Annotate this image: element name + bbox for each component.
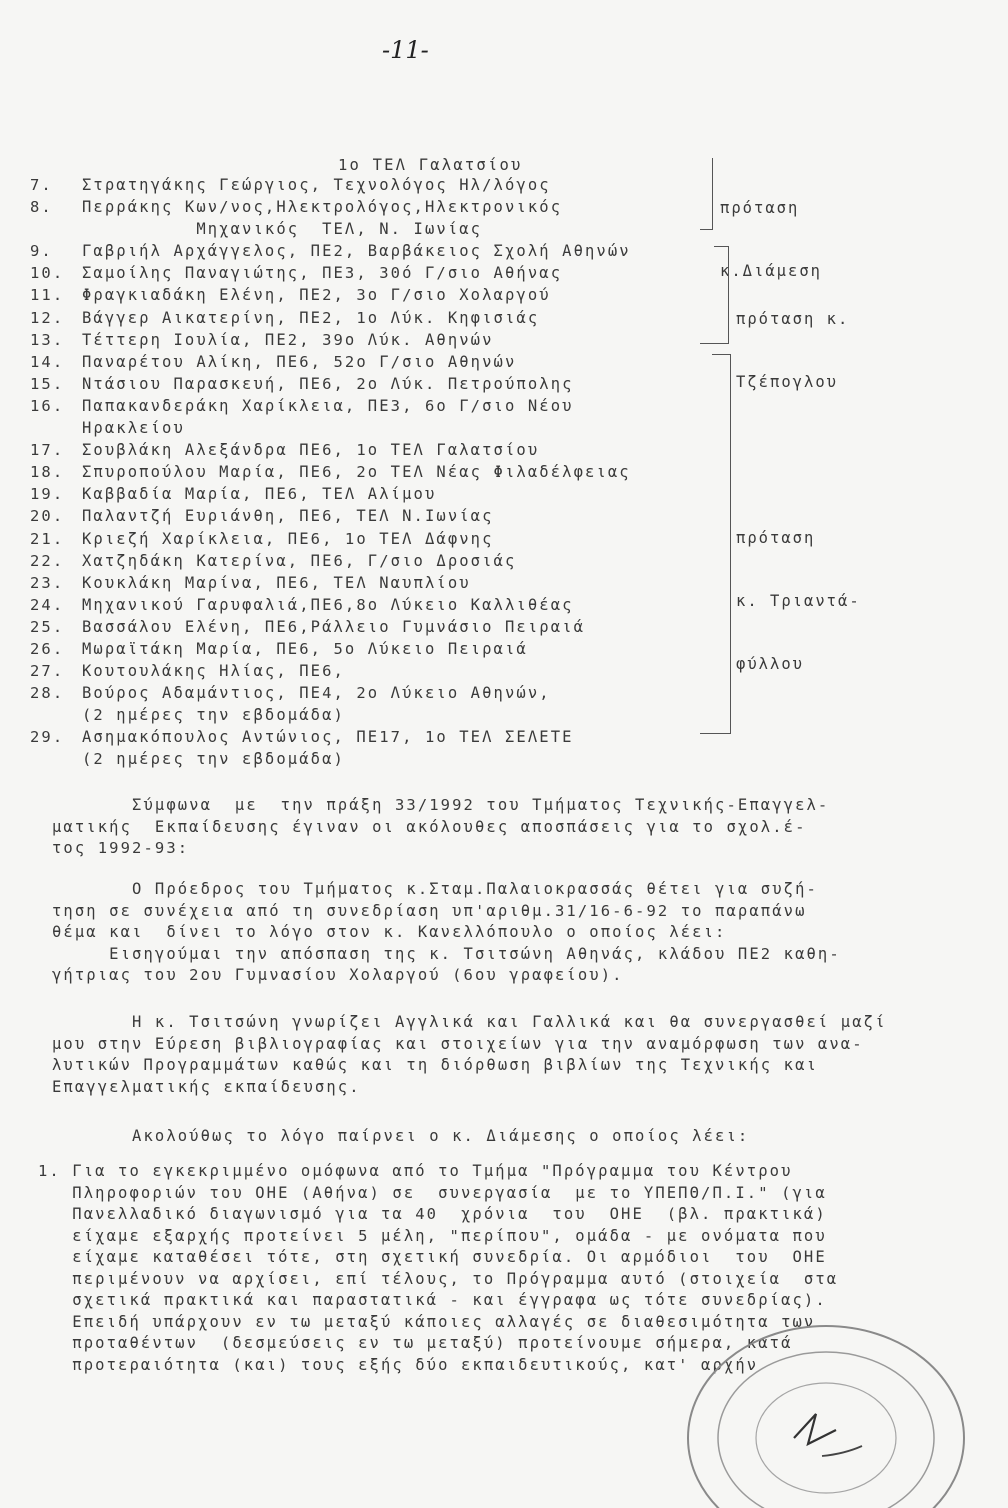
paragraph-proedros: Ο Πρόεδρος του Τμήματος κ.Σταμ.Παλαιοκρασσάς θέτει για συζή- τηση σε συνέχεια από τη συνεδρίαση υπ'αριθμ.31/16-6-92 το παραπάνω θέμα και δίνει το λόγο στον κ. Κανελλόπουλο ο οποίος λέει: Εισηγούμαι την απόσπαση της κ. Τσιτσώνη Αθηνάς, κλάδου ΠΕ2 καθη- γήτριας του 2ου Γυμνασίου Χολαργού (6ου γραφείου). — [52, 880, 841, 984]
proposal-line: πρόταση — [736, 529, 816, 547]
list-item — [30, 331, 631, 353]
bracket-tick — [714, 246, 728, 247]
list-item — [30, 530, 631, 552]
list-item — [30, 176, 631, 198]
school-header: 1ο ΤΕΛ Γαλατσίου — [338, 156, 523, 174]
list-item-number: 26. — [30, 639, 65, 658]
list-item-text: Ασημακόπουλος Αντώνιος, ΠΕ17, 1ο ΤΕΛ ΣΕΛΕΤΕ — [82, 728, 574, 747]
list-item-text: Παναρέτου Αλίκη, ΠΕ6, 52ο Γ/σιο Αθηνών — [82, 352, 517, 371]
list-item — [30, 419, 631, 441]
list-item-number: 16. — [30, 396, 65, 415]
list-item — [30, 353, 631, 375]
list-item-number: 23. — [30, 573, 65, 592]
list-item-text: Ηρακλείου — [82, 419, 185, 438]
list-item-number: 8. — [30, 198, 53, 217]
list-item-text: Φραγκιαδάκη Ελένη, ΠΕ2, 3ο Γ/σιο Χολαργού — [82, 286, 551, 305]
list-item-number: 14. — [30, 352, 65, 371]
list-item — [30, 750, 631, 772]
list-item — [30, 618, 631, 640]
list-item-text: Παπακανδεράκη Χαρίκλεια, ΠΕ3, 6ο Γ/σιο Νέου — [82, 396, 574, 415]
list-item — [30, 574, 631, 596]
bracket-tick — [700, 733, 730, 734]
list-item-number: 17. — [30, 441, 65, 460]
list-item — [30, 684, 631, 706]
list-item-number: 21. — [30, 529, 65, 548]
list-item-text: Κουτουλάκης Ηλίας, ΠΕ6, — [82, 662, 345, 681]
proposal-line: Τζέπογλου — [736, 373, 838, 391]
list-item-number: 28. — [30, 684, 65, 703]
list-item-text: Σπυροπούλου Μαρία, ΠΕ6, 2ο ΤΕΛ Νέας Φιλαδέλφειας — [82, 463, 631, 482]
proposal-line: φύλλου — [736, 655, 804, 673]
list-item — [30, 463, 631, 485]
list-item-number: 19. — [30, 485, 65, 504]
paragraph-point-1: 1. Για το εγκεκριμμένο ομόφωνα από το Τμήμα "Πρόγραμμα του Κέντρου Πληροφοριών του ΟΗΕ (Αθήνα) σε συνεργασία με το ΥΠΕΠΘ/Π.Ι." (για Πανελλαδικό διαγωνισμό για τα 40 χρόνια του ΟΗΕ (βλ. πρακτικά) είχαμε εξαρχής προτείνει 5 μέλη, "περίπου", ομάδα - με ονόματα που είχαμε καταθέσει τότε, στη σχετική συνεδρία. Οι αρμόδιοι του ΟΗΕ περιμένουν να αρχίσει, επί τέλους, το Πρόγραμμα αυτό (στοιχεία στα σχετικά πρακτικά και παραστατικά - και έγγραφα ως τότε συνεδρίας). Επειδή υπάρχουν εν τω μεταξύ κάποιες αλλαγές σε διαθεσιμότητα των προταθέντων (δεσμεύσεις εν τω μεταξύ) προτείνουμε σήμερα, κατά προτεραιότητα (και) τους εξής δύο εκπαιδευτικούς, κατ' αρχήν — [38, 1162, 839, 1374]
bracket-tick — [700, 343, 728, 344]
list-item-text: Καββαδία Μαρία, ΠΕ6, ΤΕΛ Αλίμου — [82, 485, 437, 504]
list-item-text: Κουκλάκη Μαρίνα, ΠΕ6, ΤΕΛ Ναυπλίου — [82, 573, 471, 592]
list-item-number: 15. — [30, 374, 65, 393]
list-item — [30, 552, 631, 574]
paragraph-diamesis-intro: Ακολούθως το λόγο παίρνει ο κ. Διάμεσης ο οποίος λέει: — [52, 1127, 750, 1145]
list-item — [30, 596, 631, 618]
proposal-line: πρόταση κ. — [736, 310, 850, 328]
official-stamp-seal — [676, 1318, 966, 1508]
bracket-line — [712, 158, 713, 230]
list-item — [30, 640, 631, 662]
list-item-text: Χατζηδάκη Κατερίνα, ΠΕ6, Γ/σιο Δροσιάς — [82, 551, 517, 570]
bracket-tick — [712, 354, 730, 355]
proposal-tzepoglou — [736, 267, 849, 435]
list-item-number: 7. — [30, 176, 53, 194]
list-item-text: Βούρος Αδαμάντιος, ΠΕ4, 2ο Λύκειο Αθηνών, — [82, 684, 551, 703]
list-item-text: (2 ημέρες την εβδομάδα) — [82, 750, 345, 769]
list-item — [30, 485, 631, 507]
list-item — [30, 309, 631, 331]
list-item-number: 20. — [30, 507, 65, 526]
page-number: -11- — [382, 36, 429, 64]
list-item — [30, 706, 631, 728]
list-item-text: Στρατηγάκης Γεώργιος, Τεχνολόγος Ηλ/λόγος — [82, 176, 551, 194]
list-item — [30, 220, 631, 242]
list-item-number: 24. — [30, 595, 65, 614]
list-item-number: 29. — [30, 728, 65, 747]
list-item-text: Παλαντζή Ευριάνθη, ΠΕ6, ΤΕΛ Ν.Ιωνίας — [82, 507, 494, 526]
list-item-text: (2 ημέρες την εβδομάδα) — [82, 706, 345, 725]
proposal-line: κ.Διάμεση — [720, 262, 822, 280]
paragraph-praxi: Σύμφωνα με την πράξη 33/1992 του Τμήματος Τεχνικής-Επαγγελ- ματικής Εκπαίδευσης έγιναν οι ακόλουθες αποσπάσεις για το σχολ.έ- τος 1992-93: — [52, 796, 830, 857]
list-item-text: Γαβριήλ Αρχάγγελος, ΠΕ2, Βαρβάκειος Σχολή Αθηνών — [82, 242, 631, 261]
list-item-number: 11. — [30, 286, 65, 305]
list-item-number: 9. — [30, 242, 53, 261]
appointment-list — [30, 176, 631, 773]
list-item — [30, 375, 631, 397]
bracket-tick — [700, 229, 712, 230]
proposal-line: πρόταση — [720, 199, 800, 217]
list-item-number: 25. — [30, 617, 65, 636]
list-item — [30, 728, 631, 750]
list-item-number: 12. — [30, 308, 65, 327]
list-item — [30, 441, 631, 463]
list-item — [30, 397, 631, 419]
list-item — [30, 264, 631, 286]
bracket-line — [730, 354, 731, 734]
list-item-number: 22. — [30, 551, 65, 570]
list-item-text: Τέττερη Ιουλία, ΠΕ2, 39ο Λύκ. Αθηνών — [82, 330, 494, 349]
list-item-text: Σουβλάκη Αλεξάνδρα ΠΕ6, 1ο ΤΕΛ Γαλατσίου — [82, 441, 540, 460]
list-item-text: Κριεζή Χαρίκλεια, ΠΕ6, 1ο ΤΕΛ Δάφνης — [82, 529, 494, 548]
proposal-triantafyllou — [736, 486, 861, 717]
list-item-text: Ντάσιου Παρασκευή, ΠΕ6, 2ο Λύκ. Πετρούπολης — [82, 374, 574, 393]
list-item-text: Μηχανικός ΤΕΛ, Ν. Ιωνίας — [82, 220, 483, 239]
list-item-text: Βασσάλου Ελένη, ΠΕ6,Ράλλειο Γυμνάσιο Πειραιά — [82, 617, 585, 636]
list-item — [30, 507, 631, 529]
paragraph-tsitsoni: Η κ. Τσιτσώνη γνωρίζει Αγγλικά και Γαλλικά και θα συνεργασθεί μαζί μου στην Εύρεση βιβλιογραφίας και στοιχείων για την αναμόρφωση των ανα- λυτικών Προγραμμάτων καθώς και τη διόρθωση βιβλίων της Τεχνικής και Επαγγελματικής εκπαίδευσης. — [52, 1013, 887, 1096]
list-item — [30, 286, 631, 308]
list-item — [30, 198, 631, 220]
list-item — [30, 662, 631, 684]
list-item-text: Μωραϊτάκη Μαρία, ΠΕ6, 5ο Λύκειο Πειραιά — [82, 639, 528, 658]
list-item-number: 13. — [30, 330, 65, 349]
list-item-number: 10. — [30, 264, 65, 283]
list-item-text: Περράκης Κων/νος,Ηλεκτρολόγος,Ηλεκτρονικός — [82, 198, 563, 217]
list-item-number: 27. — [30, 662, 65, 681]
list-item-text: Σαμοίλης Παναγιώτης, ΠΕ3, 30ό Γ/σιο Αθήνας — [82, 264, 563, 283]
proposal-line: κ. Τριαντά- — [736, 592, 861, 610]
list-item — [30, 242, 631, 264]
list-item-text: Μηχανικού Γαρυφαλιά,ΠΕ6,8ο Λύκειο Καλλιθέας — [82, 595, 574, 614]
bracket-line — [728, 246, 729, 344]
list-item-number: 18. — [30, 463, 65, 482]
list-item-text: Βάγγερ Αικατερίνη, ΠΕ2, 1ο Λύκ. Κηφισιάς — [82, 308, 540, 327]
